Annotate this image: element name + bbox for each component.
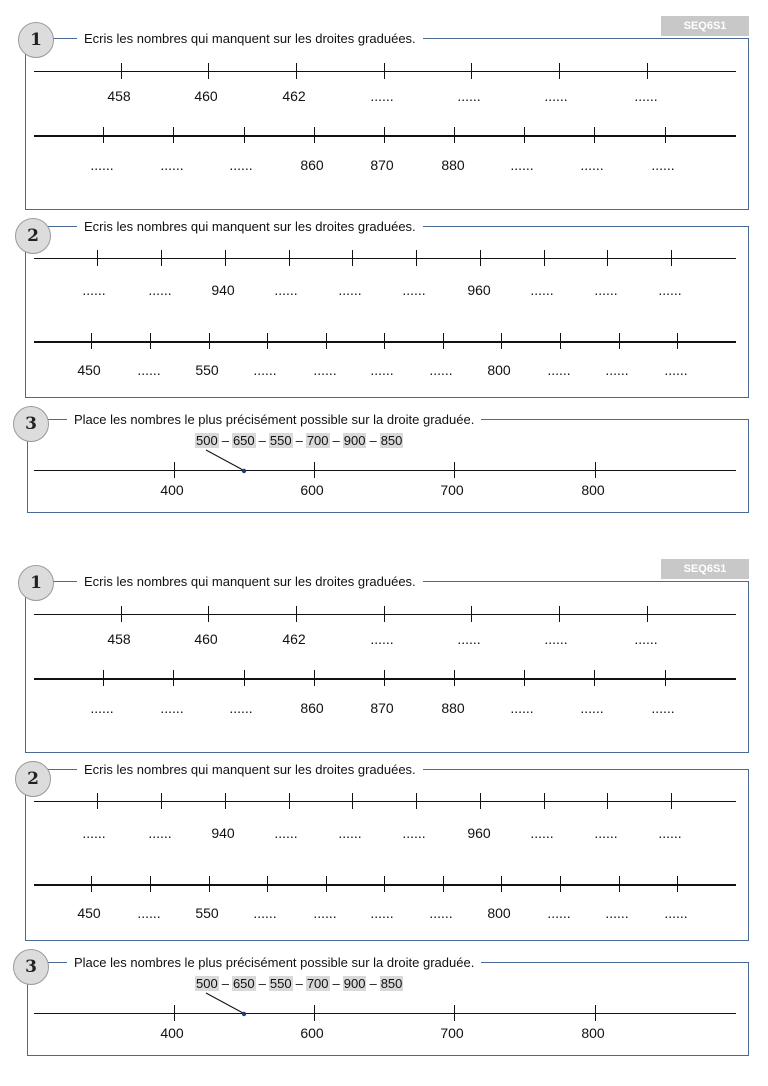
exercise-2-instruction: Ecris les nombres qui manquent sur les droites graduées. (77, 762, 423, 777)
number-line-label: ...... (658, 282, 682, 298)
number-line-label: 400 (160, 482, 184, 498)
tick-mark (244, 670, 245, 686)
number-line-label: ...... (148, 282, 172, 298)
number-line-label: ...... (544, 88, 568, 104)
exercise-3-number-badge (13, 406, 49, 442)
tick-mark (296, 606, 297, 622)
exercise-3-number-badge (13, 949, 49, 985)
number-line-label: 460 (194, 88, 218, 104)
tick-mark (384, 333, 385, 349)
number-line-label: 960 (467, 825, 491, 841)
number-line-label: ...... (370, 88, 394, 104)
number-line-label: ...... (605, 905, 629, 921)
tick-mark (103, 670, 104, 686)
number-line-label: ...... (594, 825, 618, 841)
sheet-code: SEQ6S1 (683, 20, 727, 32)
number-line-label: ...... (594, 282, 618, 298)
number-line-label: ...... (580, 700, 604, 716)
tick-mark (314, 462, 315, 478)
exercise-1-number-line-2 (34, 678, 736, 680)
number-line-label: ...... (370, 631, 394, 647)
number-line-label: 870 (370, 700, 394, 716)
number-line-label: ...... (90, 700, 114, 716)
tick-mark (208, 63, 209, 79)
tick-mark (352, 250, 353, 266)
tick-mark (314, 670, 315, 686)
exercise-2-number: 2 (27, 226, 39, 246)
number-line-label: 800 (487, 362, 511, 378)
example-pointer-arrow (200, 991, 250, 1021)
tick-mark (91, 333, 92, 349)
tick-mark (501, 876, 502, 892)
number-line-label: ...... (510, 157, 534, 173)
exercise-1-instruction: Ecris les nombres qui manquent sur les droites graduées. (77, 31, 423, 46)
exercise-1-number: 1 (30, 30, 42, 50)
tick-mark (161, 793, 162, 809)
number-to-place: 850 (380, 433, 403, 448)
number-line-label: ...... (253, 905, 277, 921)
tick-mark (471, 63, 472, 79)
number-line-label: ...... (580, 157, 604, 173)
tick-mark (121, 606, 122, 622)
tick-mark (225, 793, 226, 809)
tick-mark (384, 670, 385, 686)
number-line-label: 450 (77, 905, 101, 921)
exercise-1-instruction: Ecris les nombres qui manquent sur les droites graduées. (77, 574, 423, 589)
tick-mark (619, 333, 620, 349)
tick-mark (480, 250, 481, 266)
number-to-place: 900 (343, 976, 366, 991)
tick-mark (671, 793, 672, 809)
number-line-label: 458 (107, 88, 131, 104)
number-line-label: 880 (441, 157, 465, 173)
number-line-label: ...... (634, 631, 658, 647)
tick-mark (416, 793, 417, 809)
example-pointer-arrow (200, 448, 250, 478)
exercise-3-instruction: Place les nombres le plus précisément possible sur la droite graduée. (67, 955, 481, 970)
number-line-label: 462 (282, 631, 306, 647)
number-line-label: ...... (137, 905, 161, 921)
number-line-label: ...... (664, 362, 688, 378)
number-line-label: ...... (402, 825, 426, 841)
tick-mark (544, 250, 545, 266)
tick-mark (289, 250, 290, 266)
tick-mark (594, 670, 595, 686)
number-line-label: ...... (160, 157, 184, 173)
number-line-label: ...... (530, 282, 554, 298)
number-line-label: ...... (137, 362, 161, 378)
number-line-label: ...... (547, 905, 571, 921)
tick-mark (97, 793, 98, 809)
number-line-label: 800 (581, 482, 605, 498)
number-line-label: 600 (300, 482, 324, 498)
tick-mark (607, 250, 608, 266)
exercise-1-number-badge (18, 565, 54, 601)
tick-mark (384, 63, 385, 79)
number-line-label: ...... (274, 282, 298, 298)
tick-mark (121, 63, 122, 79)
tick-mark (454, 462, 455, 478)
exercise-1-number-line-2 (34, 135, 736, 137)
tick-mark (594, 127, 595, 143)
exercise-3-number-line (34, 470, 736, 471)
exercise-1-number-line-1 (34, 614, 736, 615)
tick-mark (560, 876, 561, 892)
number-line-label: ...... (82, 825, 106, 841)
tick-mark (677, 876, 678, 892)
number-line-label: ...... (370, 362, 394, 378)
number-line-label: 800 (581, 1025, 605, 1041)
number-separator: – (332, 433, 340, 448)
number-line-label: ...... (338, 825, 362, 841)
number-separator: – (295, 976, 303, 991)
number-line-label: 700 (440, 482, 464, 498)
tick-mark (524, 127, 525, 143)
tick-mark (209, 876, 210, 892)
number-separator: – (295, 433, 303, 448)
tick-mark (671, 250, 672, 266)
exercise-3-numbers-to-place (195, 976, 403, 991)
sheet-code-badge (661, 559, 749, 579)
number-line-label: ...... (429, 905, 453, 921)
sheet-code: SEQ6S1 (683, 563, 727, 575)
exercise-2-number-badge (15, 218, 51, 254)
exercise-1-number: 1 (30, 573, 42, 593)
tick-mark (665, 670, 666, 686)
number-line-label: ...... (510, 700, 534, 716)
tick-mark (267, 333, 268, 349)
number-separator: – (221, 433, 229, 448)
tick-mark (244, 127, 245, 143)
number-separator: – (332, 976, 340, 991)
tick-mark (97, 250, 98, 266)
exercise-3-number: 3 (25, 957, 37, 977)
tick-mark (595, 1005, 596, 1021)
exercise-3-instruction: Place les nombres le plus précisément possible sur la droite graduée. (67, 412, 481, 427)
number-line-label: ...... (651, 700, 675, 716)
sheet-code-badge (661, 16, 749, 36)
number-line-label: ...... (313, 362, 337, 378)
exercise-2-instruction: Ecris les nombres qui manquent sur les droites graduées. (77, 219, 423, 234)
number-to-place: 550 (269, 976, 292, 991)
exercise-2-number-line-2 (34, 884, 736, 886)
tick-mark (559, 63, 560, 79)
number-line-label: 600 (300, 1025, 324, 1041)
tick-mark (150, 876, 151, 892)
number-line-label: ...... (634, 88, 658, 104)
number-line-label: 960 (467, 282, 491, 298)
tick-mark (161, 250, 162, 266)
tick-mark (443, 333, 444, 349)
tick-mark (619, 876, 620, 892)
number-line-label: ...... (229, 157, 253, 173)
tick-mark (416, 250, 417, 266)
tick-mark (454, 670, 455, 686)
number-to-place: 850 (380, 976, 403, 991)
number-line-label: 860 (300, 157, 324, 173)
exercise-2-number: 2 (27, 769, 39, 789)
exercise-1-number-line-1 (34, 71, 736, 72)
tick-mark (326, 333, 327, 349)
exercise-1-number-badge (18, 22, 54, 58)
tick-mark (524, 670, 525, 686)
number-to-place: 500 (196, 433, 218, 448)
number-to-place: 700 (306, 976, 329, 991)
number-line-label: 550 (195, 362, 219, 378)
number-line-label: ...... (338, 282, 362, 298)
number-to-place: 650 (232, 433, 255, 448)
number-line-label: ...... (370, 905, 394, 921)
number-line-label: ...... (148, 825, 172, 841)
number-separator: – (369, 433, 377, 448)
tick-mark (454, 127, 455, 143)
tick-mark (289, 793, 290, 809)
number-to-place: 900 (343, 433, 366, 448)
tick-mark (150, 333, 151, 349)
number-line-label: 400 (160, 1025, 184, 1041)
tick-mark (443, 876, 444, 892)
number-line-label: ...... (402, 282, 426, 298)
number-line-label: 940 (211, 825, 235, 841)
number-line-label: ...... (429, 362, 453, 378)
number-separator: – (221, 976, 229, 991)
tick-mark (174, 462, 175, 478)
tick-mark (326, 876, 327, 892)
number-line-label: 870 (370, 157, 394, 173)
tick-mark (665, 127, 666, 143)
tick-mark (296, 63, 297, 79)
tick-mark (173, 670, 174, 686)
number-line-label: ...... (605, 362, 629, 378)
number-line-label: ...... (544, 631, 568, 647)
tick-mark (559, 606, 560, 622)
number-to-place: 700 (306, 433, 329, 448)
tick-mark (384, 606, 385, 622)
tick-mark (544, 793, 545, 809)
number-line-label: 700 (440, 1025, 464, 1041)
number-separator: – (369, 976, 377, 991)
number-to-place: 650 (232, 976, 255, 991)
number-line-label: ...... (253, 362, 277, 378)
number-line-label: 800 (487, 905, 511, 921)
number-line-label: 458 (107, 631, 131, 647)
tick-mark (560, 333, 561, 349)
number-line-label: 940 (211, 282, 235, 298)
number-line-label: ...... (547, 362, 571, 378)
number-line-label: 462 (282, 88, 306, 104)
number-line-label: ...... (651, 157, 675, 173)
tick-mark (471, 606, 472, 622)
tick-mark (352, 793, 353, 809)
exercise-1-box (25, 38, 749, 210)
tick-mark (314, 127, 315, 143)
tick-mark (103, 127, 104, 143)
tick-mark (267, 876, 268, 892)
number-separator: – (258, 976, 266, 991)
number-line-label: ...... (160, 700, 184, 716)
tick-mark (677, 333, 678, 349)
tick-mark (173, 127, 174, 143)
number-line-label: 550 (195, 905, 219, 921)
number-line-label: ...... (530, 825, 554, 841)
number-to-place: 550 (269, 433, 292, 448)
number-line-label: ...... (313, 905, 337, 921)
tick-mark (314, 1005, 315, 1021)
exercise-2-number-badge (15, 761, 51, 797)
number-line-label: ...... (664, 905, 688, 921)
number-line-label: ...... (457, 631, 481, 647)
number-line-label: 460 (194, 631, 218, 647)
tick-mark (607, 793, 608, 809)
exercise-3-number: 3 (25, 414, 37, 434)
number-line-label: 450 (77, 362, 101, 378)
tick-mark (647, 606, 648, 622)
number-to-place: 500 (196, 976, 218, 991)
number-line-label: ...... (274, 825, 298, 841)
number-line-label: ...... (457, 88, 481, 104)
exercise-2-number-line-1 (34, 258, 736, 259)
tick-mark (595, 462, 596, 478)
number-line-label: ...... (90, 157, 114, 173)
tick-mark (480, 793, 481, 809)
exercise-3-number-line (34, 1013, 736, 1014)
tick-mark (225, 250, 226, 266)
worksheet-copy-bottom (0, 543, 768, 1086)
tick-mark (647, 63, 648, 79)
tick-mark (501, 333, 502, 349)
tick-mark (384, 127, 385, 143)
exercise-2-number-line-2 (34, 341, 736, 343)
tick-mark (174, 1005, 175, 1021)
tick-mark (209, 333, 210, 349)
exercise-1-box (25, 581, 749, 753)
tick-mark (91, 876, 92, 892)
number-line-label: ...... (658, 825, 682, 841)
exercise-2-number-line-1 (34, 801, 736, 802)
tick-mark (454, 1005, 455, 1021)
tick-mark (208, 606, 209, 622)
number-line-label: 880 (441, 700, 465, 716)
exercise-3-numbers-to-place (195, 433, 403, 448)
tick-mark (384, 876, 385, 892)
number-line-label: 860 (300, 700, 324, 716)
number-line-label: ...... (82, 282, 106, 298)
number-line-label: ...... (229, 700, 253, 716)
number-separator: – (258, 433, 266, 448)
